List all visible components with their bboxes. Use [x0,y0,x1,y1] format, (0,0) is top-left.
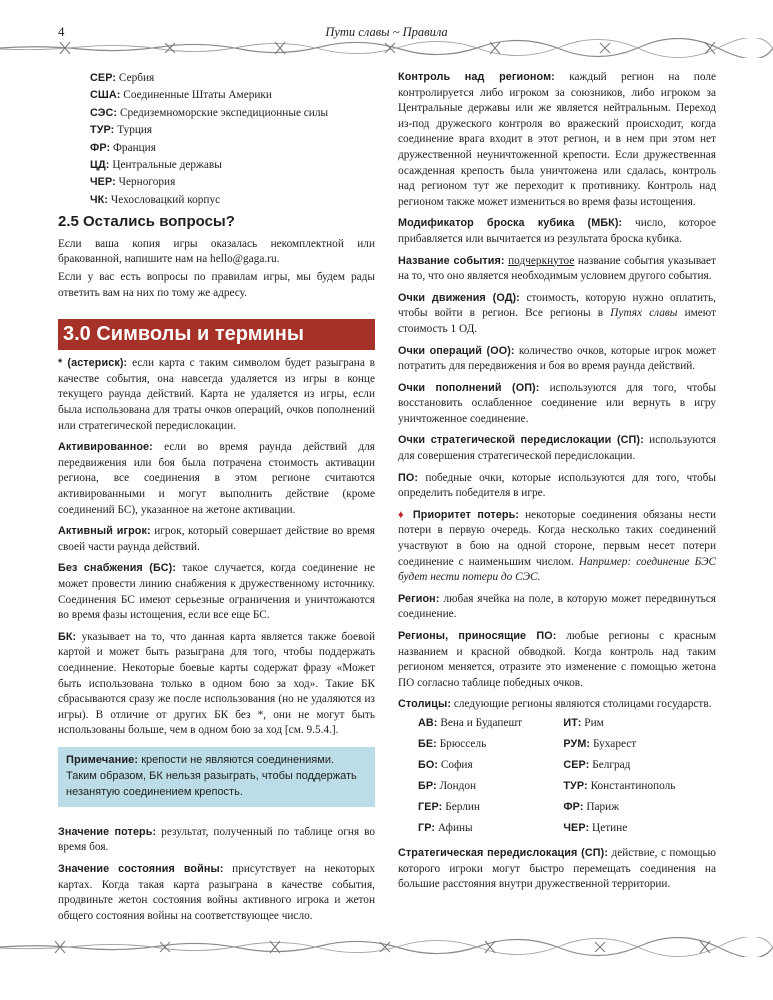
term-definition: ♦ Приоритет потерь: некоторые соединения обязаны нести потери в первую очередь. Когда несколько таких соединений участвуют в бою на одной стороне, первым несет потери соединение с наименьшим числом. Например: соединение БЭС будет нести потери до СЭС. [398,508,717,584]
barbed-wire-divider-bottom [0,937,773,957]
list-item: ЧЕР: Черногория [90,176,176,189]
term-definition: Очки пополнений (ОП): используются для того, чтобы восстановить ослабленное соединение или вернуть в игру уничтоженное соединение. [398,381,716,425]
page-number: 4 [58,24,65,39]
term-definition: Модификатор броска кубика (МБК): число, которое прибавляется или вычитается из результата броска кубика. [398,217,716,245]
table-cell: ТУР: Константинополь [563,779,676,792]
section-2-5-heading: 2.5 Остались вопросы? [58,213,235,231]
list-item: США: Соединенные Штаты Америки [90,89,272,102]
list-item: ЧК: Чехословацкий корпус [90,193,221,206]
table-cell: БО: София [418,758,473,771]
term-definition: Без снабжения (БС): такое случается, когда соединение не может провести линию снабжения к дружественному источнику. Соединения БС имеют серьезные ограничения и уничтожаются во время фазы истощения, если все еще БС. [58,562,375,622]
term-definition: Контроль над регионом: каждый регион на поле контролируется либо игроком за союзников, либо игроком за Центральные державы или же является нейтральным. Переход из-под дружеского контроля во вражеский происходит, когда соединение врага входит в этот регион, и в нем при этом нет дружественной неуничтоженной крепости. Если дружественная осажденная крепость была уничтожена или сдалась, контроль над регионом тут же переходит к противнику. Контроль над регионом также может измениться во время фазы истощения. [398,71,716,208]
right-column [398,70,716,899]
list-item: СЭС: Средиземноморские экспедиционные силы [90,106,329,119]
table-cell: БЕ: Брюссель [418,737,487,750]
table-row [398,800,716,821]
table-cell: РУМ: Бухарест [563,737,637,750]
abbreviation-list [90,70,375,209]
table-cell: ФР: Париж [563,800,620,813]
paragraph: Если у вас есть вопросы по правилам игры, мы будем рады ответить вам на них по тому же адресу. [58,271,375,299]
left-column [58,70,375,930]
term-definition: Значение состояния войны: присутствует на некоторых картах. Когда такая карта разыграна в качестве события, продвиньте жетон состояния войны активного игрока и жетон общего состояния войны на соответствующее число. [58,863,375,922]
list-item: ТУР: Турция [90,124,153,137]
table-cell: ГР: Афины [418,821,473,834]
note-box [58,747,375,807]
diamond-icon: ♦ [398,508,407,521]
term-definition: БК: указывает на то, что данная карта является также боевой картой и может быть разыграна для того, чтобы поддержать соединение. Некоторые боевые карты содержат фразу «Может быть использована только в одном бою за ход». Такие БК сбрасываются сразу же после использования (но не удаляются из игры). В отличие от других БК без *, они не могут быть использованы больше, чем в одном бою за ход [см. 9.5.4.]. [58,630,375,737]
table-row [398,758,716,779]
term-definition: Очки движения (ОД): стоимость, которую нужно оплатить, чтобы войти в регион. Все регионы в Путях славы имеют стоимость 1 ОД. [398,291,717,335]
list-item: ЦД: Центральные державы [90,159,222,172]
table-cell: ГЕР: Берлин [418,800,480,813]
table-cell: АВ: Вена и Будапешт [418,716,523,729]
table-cell: БР: Лондон [418,779,477,792]
term-definition: Стратегическая передислокация (СП): действие, с помощью которого игроки могут быстро перемещать соединения на большие расстояния внутри дружественной территории. [398,846,716,891]
paragraph: Если ваша копия игры оказалась некомплектной или бракованной, напишите нам на hello@gaga.ru. [58,237,375,266]
term-definition: Активированное: если во время раунда действий для передвижения или боя была потрачена стоимость активации региона, все соединения в этом регионе считаются активированными и могут выполнить действие (кроме соединений БС), указанное на жетоне активации. [58,441,376,516]
term-definition: * (астериск): если карта с таким символом будет разыграна в качестве события, она навсегда удаляется из игры в конце текущего раунда действий. Карта не удаляется из игры, если была использована для траты очков операций, очков пополнений или стратегической передислокации. [58,357,376,432]
term-definition: Регион: любая ячейка на поле, в которую может передвинуться соединение. [398,592,717,621]
term-definition: ПО: победные очки, которые используются для того, чтобы определить победителя в игре. [398,471,716,500]
term-definition: Активный игрок: игрок, который совершает действие во время своей части раунда действий. [58,525,376,553]
term-definition: Регионы, приносящие ПО: любые регионы с красным названием и красной обводкой. Когда контроль над таким регионом меняется, отразите это изменение с помощью жетона ПО согласно таблице победных очков. [398,630,716,689]
term-definition: Столицы: следующие регионы являются столицами государств. [398,698,712,711]
note-text: крепости не являются соединениями. Таким образом, БК нельзя разыграть, чтобы поддержать незанятую соединением крепость. [66,753,357,798]
term-definition: Значение потерь: результат, полученный по таблице огня во время боя. [58,825,375,854]
capitals-table [398,716,716,842]
list-item: СЕР: Сербия [90,72,155,84]
table-cell: ИТ: Рим [563,716,604,729]
table-cell: СЕР: Белград [563,758,631,771]
note-label: Примечание: [66,753,139,766]
section-3-0-heading: 3.0 Символы и термины [58,319,375,350]
list-item: ФР: Франция [90,141,156,154]
term-definition: Очки операций (ОО): количество очков, которые игрок может потратить для передвижения и боя во время раунда действий. [398,344,717,373]
barbed-wire-divider-top [0,38,773,58]
table-row [398,716,716,737]
table-cell: ЧЕР: Цетине [563,821,628,834]
table-row [398,737,716,758]
table-row [398,821,716,842]
term-definition: Название события: подчеркнутое название события указывает на то, что оно является необходимым условием другого события. [398,254,716,283]
table-row [398,779,716,800]
running-title: Пути славы ~ Правила [325,25,448,39]
term-definition: Очки стратегической передислокации (СП): используются для совершения стратегической передислокации. [398,434,716,463]
